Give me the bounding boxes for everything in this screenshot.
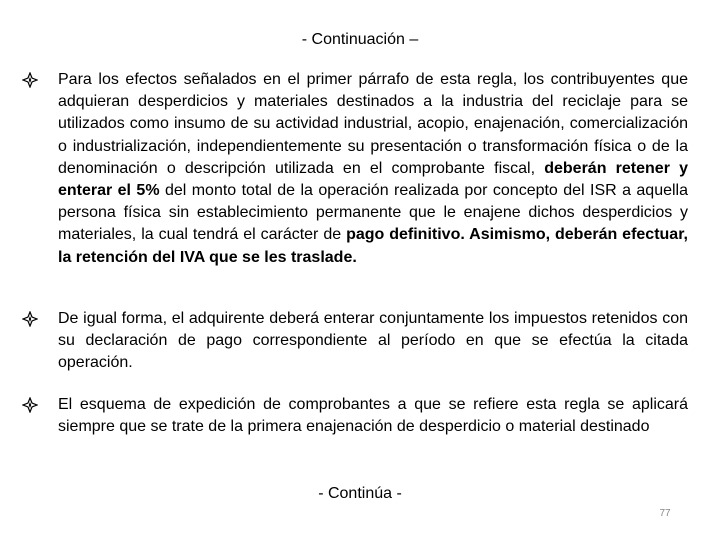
diamond-bullet-icon [22, 311, 38, 327]
bullet-paragraph [58, 69, 688, 269]
bold-text-segment: pago definitivo. Asimismo, deberán efectuar, la retención del IVA que se les traslade. [58, 226, 688, 266]
bold-text-segment: deberán retener y enterar el 5% [58, 159, 689, 200]
page-number: 77 [659, 508, 671, 519]
continuation-heading: - Continuación – [301, 31, 419, 48]
bullet-paragraph [58, 308, 688, 375]
bullet-paragraph [58, 394, 688, 438]
continues-footer: - Continúa - [318, 485, 402, 502]
diamond-bullet-icon [22, 72, 38, 88]
text-segment: del monto total de la operación realizada por concepto del ISR a aquella persona física sin establecimiento permanente que le enajene dichos desperdicios y materiales, la cual tendrá el carácter de [58, 182, 689, 244]
text-segment: De igual forma, el adquirente deberá enterar conjuntamente los impuestos retenidos con su declaración de pago correspondiente al período en que se efectúa la citada operación. [58, 310, 688, 372]
text-segment: Para los efectos señalados en el primer párrafo de esta regla, los contribuyentes que adquieran desperdicios y materiales destinados a la industria del reciclaje para se utilizados como insumo de su actividad industrial, acopio, enajenación, comercialización o industrialización, independientemente su presentación o transformación física o de la denominación o descripción utilizada en el comprobante fiscal, [58, 71, 688, 177]
diamond-bullet-icon [22, 397, 38, 413]
text-segment: El esquema de expedición de comprobantes a que se refiere esta regla se aplicará siempre que se trate de la primera enajenación de desperdicio o material destinado [58, 396, 688, 436]
